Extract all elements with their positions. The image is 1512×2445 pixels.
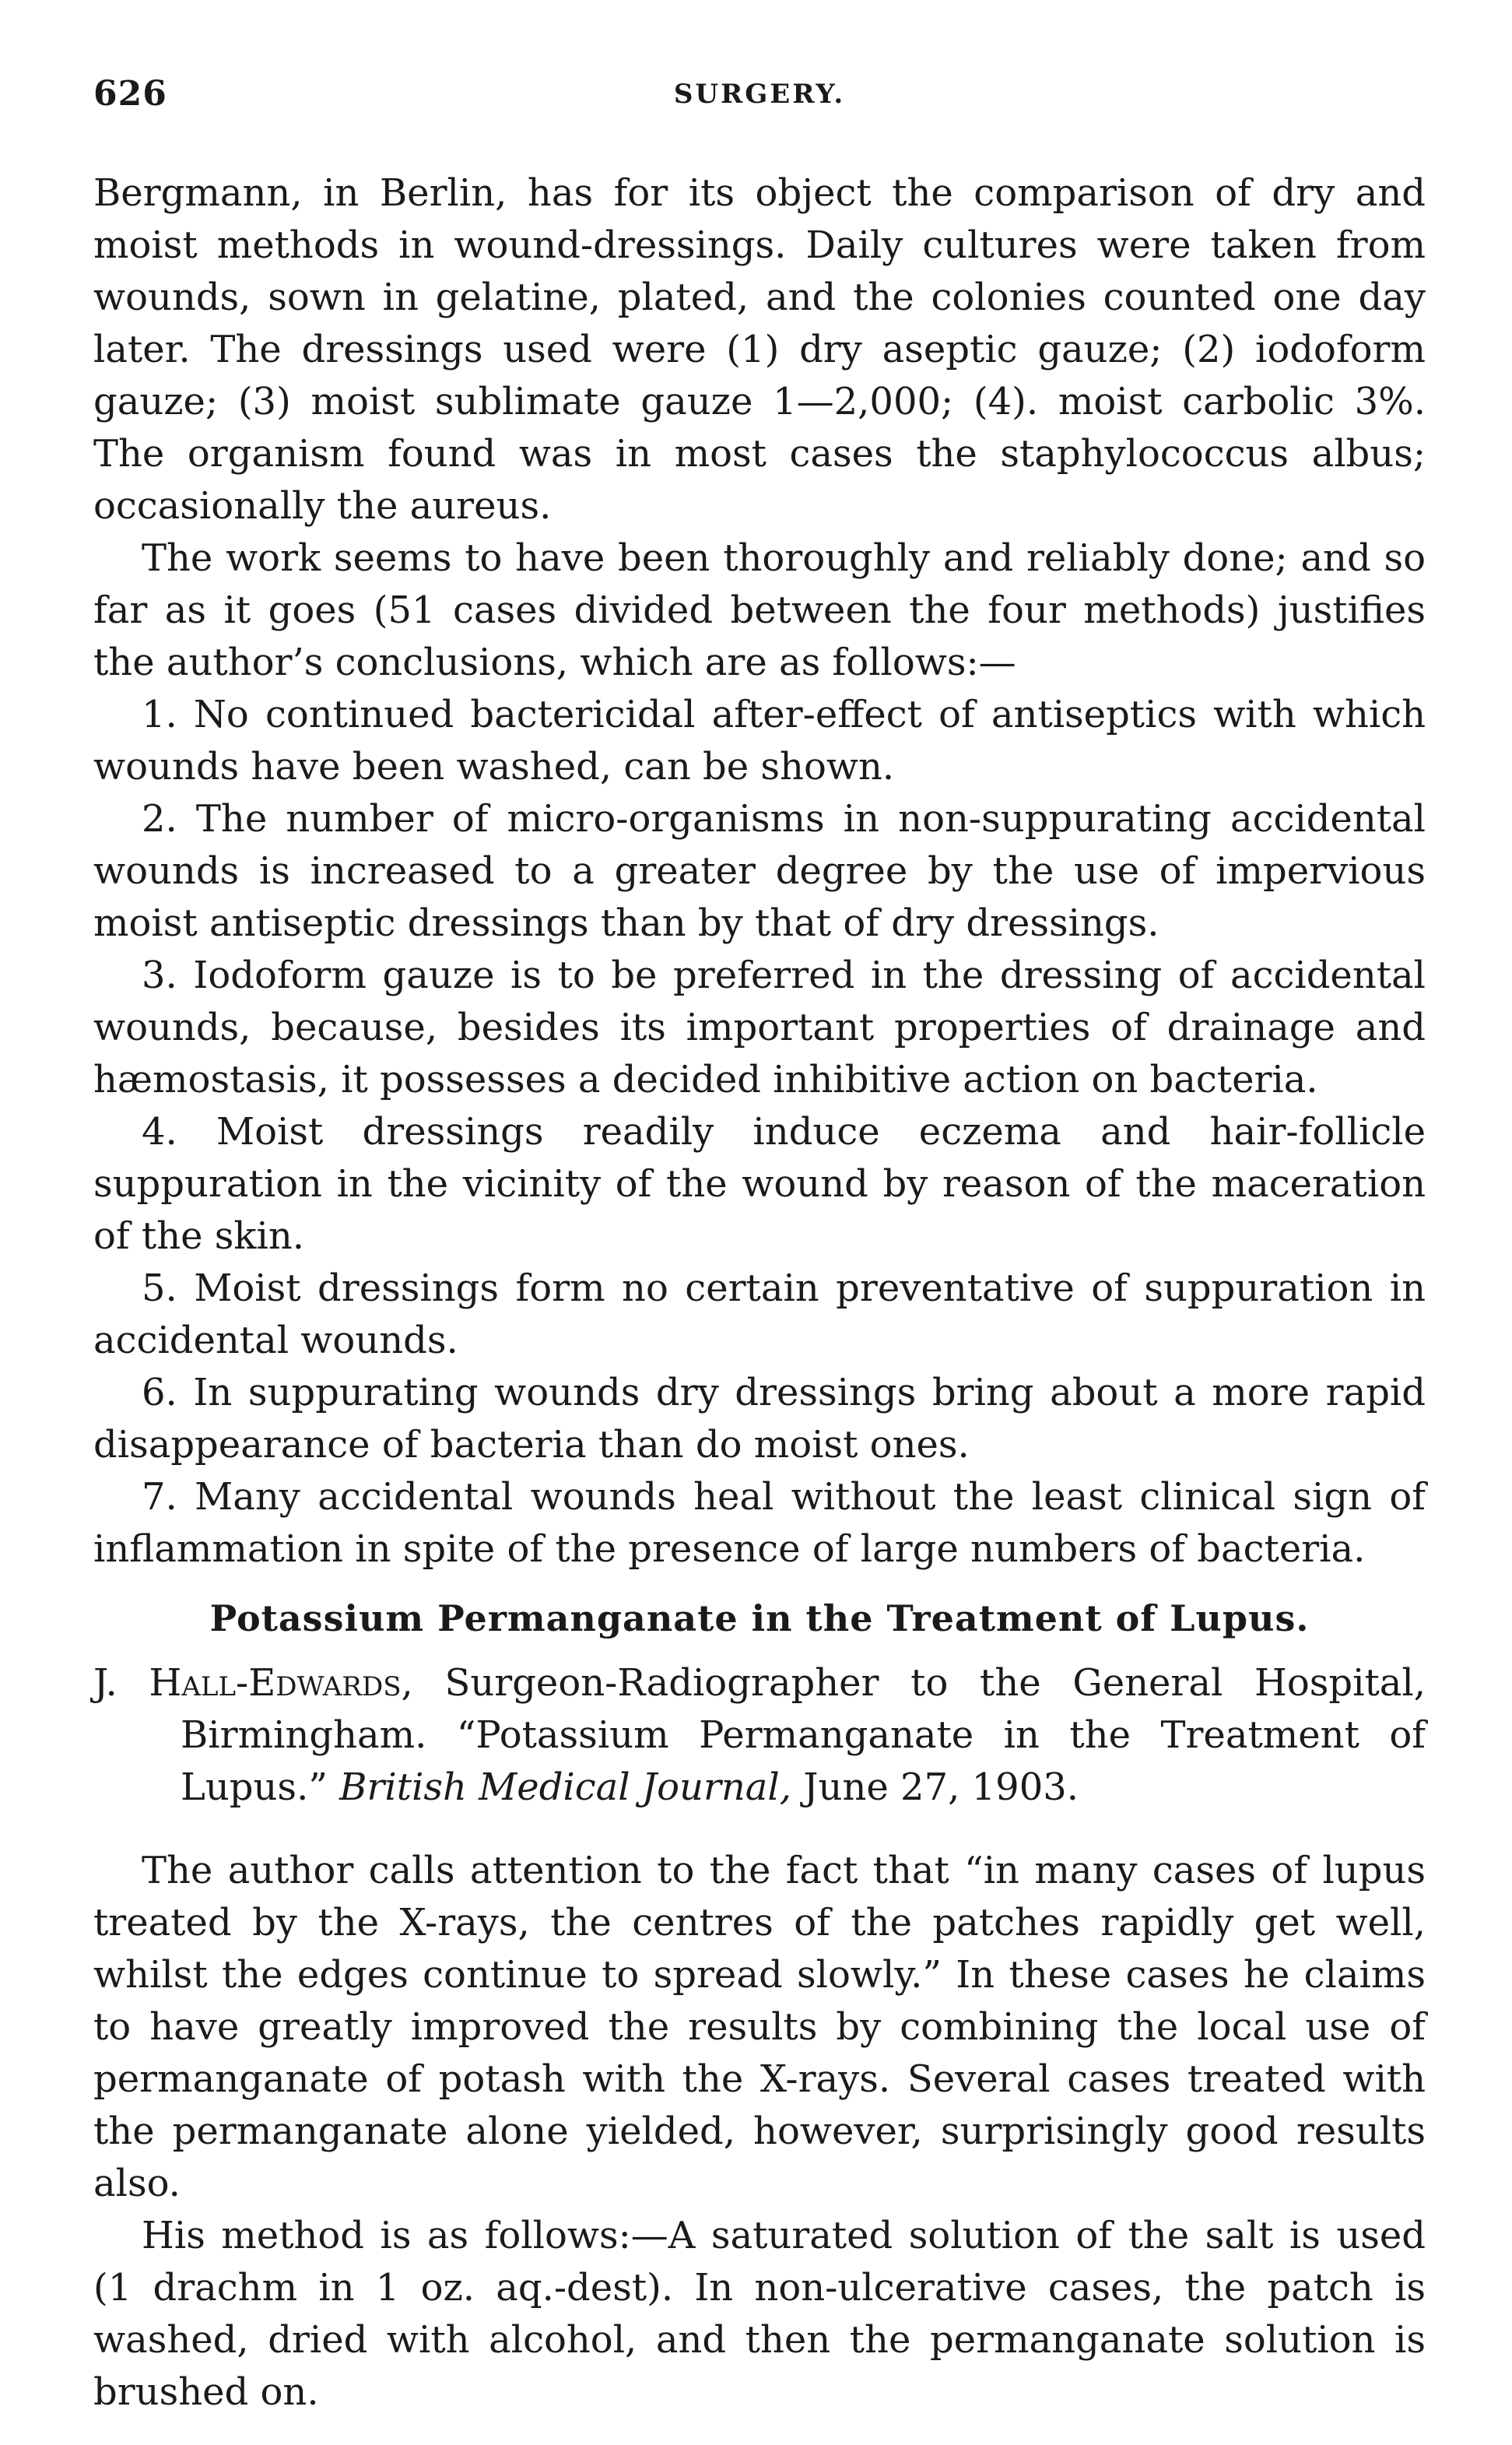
list-item: 7. Many accidental wounds heal without the least clinical sign of inflammation in spite of the presence of large numbers of bacteria.: [93, 1475, 1426, 1571]
citation-affiliation: , Surgeon-Radiographer to the General Hospital, Birmingham. “Potassium Permanganate in the Treatment of Lupus.”: [181, 1661, 1426, 1809]
list-item: 4. Moist dressings readily induce eczema and hair-follicle suppuration in the vicinity of the wound by reason of the maceration of the skin.: [93, 1110, 1426, 1258]
running-head: [93, 74, 1426, 121]
body-paragraph: Bergmann, in Berlin, has for its object the comparison of dry and moist methods in wound-dressings. Daily cultures were taken from wounds, sown in gelatine, plated, and the colonies counted one day later. The dressings used were (1) dry aseptic gauze; (2) iodoform gauze; (3) moist sublimate gauze 1—2,000; (4). moist carbolic 3%. The organism found was in most cases the staphylococcus albus; occasionally the aureus.: [93, 171, 1426, 528]
article-heading: Potassium Permanganate in the Treatment of Lupus.: [209, 1597, 1310, 1639]
article-citation: [93, 1657, 1426, 1814]
body-paragraph: His method is as follows:—A saturated solution of the salt is used (1 drachm in 1 oz. aq.-dest). In non-ulcerative cases, the patch is washed, dried with alcohol, and then the permanganate solution is brushed on.: [93, 2214, 1426, 2414]
book-page: [93, 74, 1426, 2419]
list-item: 1. No continued bactericidal after-effect of antiseptics with which wounds have been washed, can be shown.: [93, 693, 1426, 789]
citation-initial: J.: [93, 1661, 149, 1705]
body-paragraph: The author calls attention to the fact that “in many cases of lupus treated by the X-rays, the centres of the patches rapidly get well, whilst the edges continue to spread slowly.” In these cases he claims to have greatly improved the results by combining the local use of permanganate of potash with the X-rays. Several cases treated with the permanganate alone yielded, however, surprisingly good results also.: [93, 1849, 1426, 2205]
citation-date: June 27, 1903.: [791, 1765, 1079, 1809]
list-item: 6. In suppurating wounds dry dressings bring about a more rapid disappearance of bacteria than do moist ones.: [93, 1371, 1426, 1467]
section-title: SURGERY.: [673, 79, 846, 110]
page-number: 626: [93, 74, 167, 114]
list-item: 3. Iodoform gauze is to be preferred in the dressing of accidental wounds, because, besides its important properties of drainage and hæmostasis, it possesses a decided inhibitive action on bacteria.: [93, 954, 1426, 1101]
list-item: 2. The number of micro-organisms in non-suppurating accidental wounds is increased to a greater degree by the use of impervious moist antiseptic dressings than by that of dry dressings.: [93, 797, 1426, 945]
citation-journal: British Medical Journal,: [339, 1765, 792, 1809]
list-item: 5. Moist dressings form no certain preventative of suppuration in accidental wounds.: [93, 1266, 1426, 1362]
citation-author: Hall-Edwards: [149, 1661, 402, 1705]
body-paragraph: The work seems to have been thoroughly and reliably done; and so far as it goes (51 cases divided between the four methods) justifies the author’s conclusions, which are as follows:—: [93, 536, 1426, 684]
conclusions-list: [93, 689, 1426, 1576]
